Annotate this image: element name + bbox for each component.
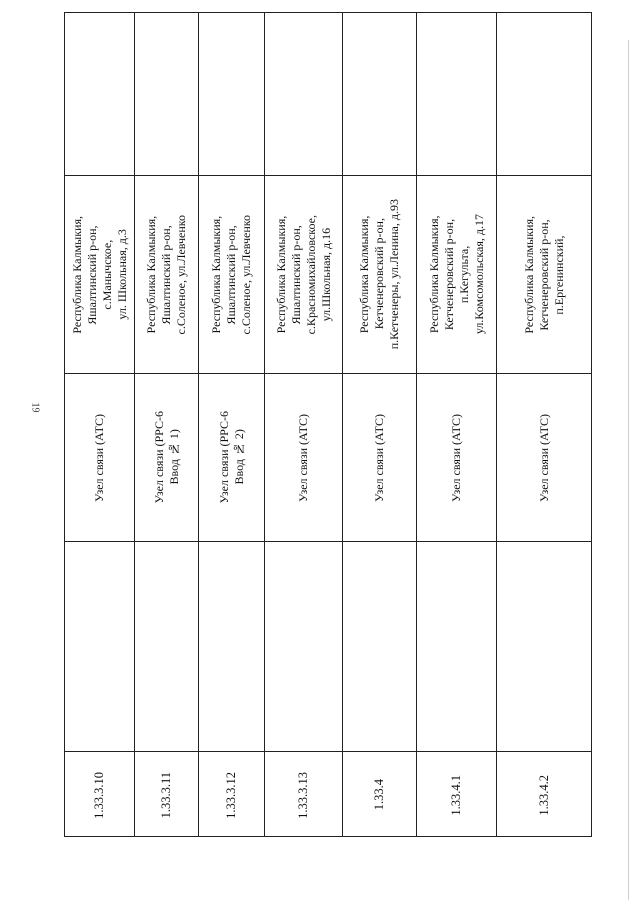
empty-cell	[65, 13, 134, 175]
address-text: Республика Калмыкия, Кетченеровский р-он, п.Ергенинский,	[521, 215, 566, 334]
object-text: Узел связи (АТС)	[536, 413, 551, 502]
table-row	[343, 13, 417, 836]
row-number-cell	[497, 751, 591, 838]
row-number-cell	[135, 751, 198, 838]
table-row	[497, 13, 591, 836]
page-number: 19	[29, 402, 41, 413]
object-cell	[343, 373, 416, 541]
empty-cell	[265, 541, 342, 751]
object-text: Узел связи (АТС)	[372, 413, 386, 502]
object-cell	[135, 373, 198, 541]
object-text: Узел связи (АТС)	[449, 413, 463, 502]
row-number-cell	[199, 751, 264, 838]
empty-cell	[343, 541, 416, 751]
address-cell	[199, 175, 264, 373]
row-number: 1.33.4.2	[536, 774, 551, 816]
row-number: 1.33.4.1	[449, 774, 463, 816]
empty-cell	[135, 13, 198, 175]
table-row	[135, 13, 199, 836]
empty-cell	[135, 541, 198, 751]
address-cell	[65, 175, 134, 373]
address-cell	[497, 175, 591, 373]
address-text: Республика Калмыкия, Яшалтинский р-он, с.Красномихайловское, ул.Школьная, д.16	[273, 214, 333, 335]
address-text: Республика Калмыкия, Кетченеровский р-он, п.Кетченеры, ул.Ленина, д.93	[357, 199, 401, 350]
row-number: 1.33.4	[372, 779, 386, 811]
row-number-cell	[65, 751, 134, 838]
object-text: Узел связи (РРС-6 Ввод № 2)	[216, 411, 246, 504]
objects-table	[64, 12, 592, 837]
empty-cell	[199, 541, 264, 751]
object-text: Узел связи (АТС)	[296, 413, 310, 502]
empty-cell	[497, 541, 591, 751]
object-cell	[65, 373, 134, 541]
row-number-cell	[265, 751, 342, 838]
empty-cell	[265, 13, 342, 175]
object-cell	[417, 373, 496, 541]
row-number: 1.33.3.12	[224, 771, 238, 819]
scan-edge-line	[628, 40, 629, 900]
empty-cell	[497, 13, 591, 175]
table-row	[199, 13, 265, 836]
row-number-cell	[417, 751, 496, 838]
address-text: Республика Калмыкия, Яшалтинский р-он, с.Манычское, ул. Школьная, д.3	[69, 215, 129, 334]
object-cell	[497, 373, 591, 541]
empty-cell	[65, 541, 134, 751]
row-number: 1.33.3.10	[92, 771, 106, 819]
empty-cell	[343, 13, 416, 175]
empty-cell	[417, 541, 496, 751]
address-text: Республика Калмыкия, Кетченеровский р-он, п.Кегульта, ул.Комсомольская, д.17	[426, 214, 486, 335]
object-cell	[199, 373, 264, 541]
object-cell	[265, 373, 342, 541]
object-text: Узел связи (РРС-6 Ввод № 1)	[151, 411, 181, 504]
table-row	[417, 13, 497, 836]
table-row	[265, 13, 343, 836]
address-cell	[135, 175, 198, 373]
address-cell	[343, 175, 416, 373]
object-text: Узел связи (АТС)	[92, 413, 106, 502]
address-cell	[417, 175, 496, 373]
address-cell	[265, 175, 342, 373]
empty-cell	[199, 13, 264, 175]
row-number: 1.33.3.13	[296, 771, 310, 819]
row-number-cell	[343, 751, 416, 838]
address-text: Республика Калмыкия, Яшалтинский р-он, с.Соленое, ул.Левченко	[144, 214, 188, 335]
empty-cell	[417, 13, 496, 175]
table-row	[65, 13, 135, 836]
row-number: 1.33.3.11	[159, 771, 173, 819]
address-text: Республика Калмыкия, Яшалтинский р-он, с.Соленое, ул.Левченко	[209, 214, 253, 335]
